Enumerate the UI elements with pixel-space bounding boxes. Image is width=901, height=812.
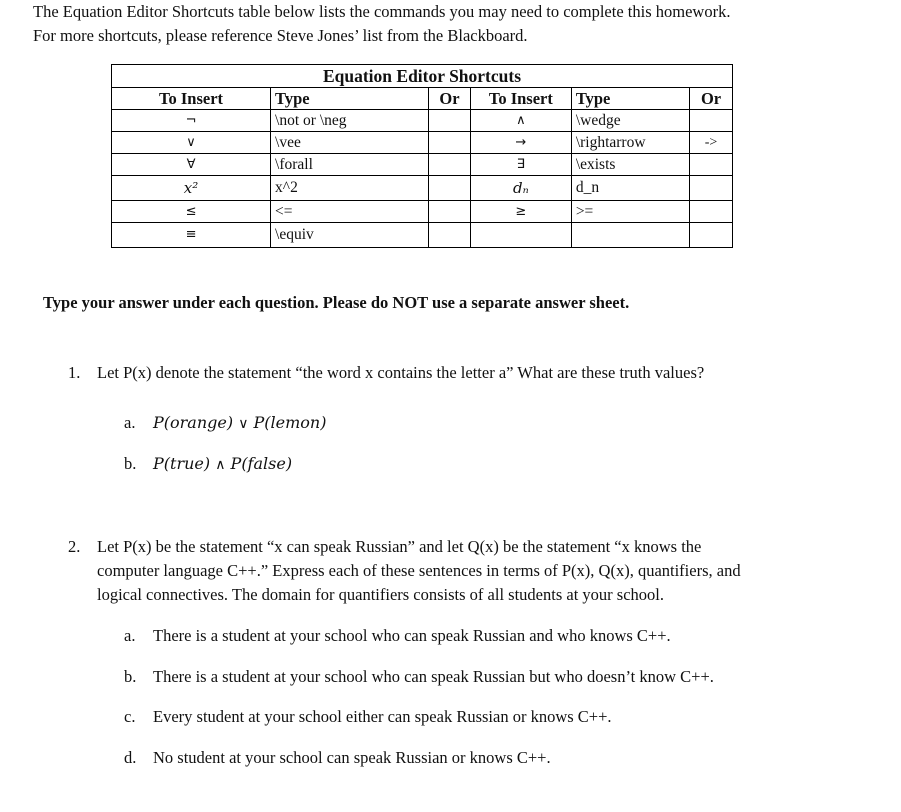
question-text-line: Let P(x) be the statement “x can speak Russian” and let Q(x) be the statement “x knows the bbox=[97, 537, 702, 556]
symbol-cell: ∀ bbox=[112, 154, 271, 176]
header-type: Type bbox=[271, 88, 429, 110]
shortcuts-table bbox=[111, 64, 733, 248]
symbol-cell bbox=[470, 223, 571, 248]
symbol-cell: dₙ bbox=[470, 176, 571, 201]
type-cell: \rightarrow bbox=[571, 132, 689, 154]
or-cell bbox=[429, 223, 471, 248]
header-to-insert: To Insert bbox=[112, 88, 271, 110]
logic-operator: ∨ bbox=[238, 416, 249, 432]
part-text: No student at your school can speak Russian or knows C++. bbox=[153, 748, 551, 767]
or-cell bbox=[429, 110, 471, 132]
question-number: 1. bbox=[68, 363, 81, 382]
intro-line-2: For more shortcuts, please reference Steve Jones’ list from the Blackboard. bbox=[33, 26, 528, 45]
type-cell: \not or \neg bbox=[271, 110, 429, 132]
symbol-cell: ≥ bbox=[470, 201, 571, 223]
logic-operator: ∧ bbox=[215, 457, 226, 473]
part-letter: b. bbox=[124, 667, 137, 686]
symbol-cell: ∨ bbox=[112, 132, 271, 154]
or-cell bbox=[429, 201, 471, 223]
symbol-cell: ≡ bbox=[112, 223, 271, 248]
type-cell: >= bbox=[571, 201, 689, 223]
table-row bbox=[112, 176, 733, 201]
symbol-cell: x² bbox=[112, 176, 271, 201]
math-term: P(false) bbox=[230, 454, 293, 473]
intro-line-1: The Equation Editor Shortcuts table below lists the commands you may need to complete this homework. bbox=[33, 2, 731, 21]
or-cell bbox=[429, 132, 471, 154]
part-text: There is a student at your school who can speak Russian and who knows C++. bbox=[153, 626, 671, 645]
table-row bbox=[112, 132, 733, 154]
symbol-cell: ¬ bbox=[112, 110, 271, 132]
math-term: P(true) bbox=[153, 454, 211, 473]
type-cell: \forall bbox=[271, 154, 429, 176]
question-text-line: computer language C++.” Express each of these sentences in terms of P(x), Q(x), quantifiers, and bbox=[97, 561, 741, 580]
part-letter: d. bbox=[124, 748, 137, 767]
table-row bbox=[112, 223, 733, 248]
or-cell bbox=[690, 176, 733, 201]
table-row bbox=[112, 201, 733, 223]
question-number: 2. bbox=[68, 537, 81, 556]
question-text-line: logical connectives. The domain for quantifiers consists of all students at your school. bbox=[97, 585, 664, 604]
math-term: P(orange) bbox=[153, 413, 234, 432]
table-title: Equation Editor Shortcuts bbox=[112, 65, 733, 88]
part-letter: a. bbox=[124, 413, 136, 432]
or-cell bbox=[690, 201, 733, 223]
table-row bbox=[112, 154, 733, 176]
symbol-cell: → bbox=[470, 132, 571, 154]
table-row bbox=[112, 110, 733, 132]
math-term: P(lemon) bbox=[253, 413, 327, 432]
header-or: Or bbox=[690, 88, 733, 110]
part-letter: c. bbox=[124, 707, 136, 726]
symbol-cell: ≤ bbox=[112, 201, 271, 223]
part-letter: a. bbox=[124, 626, 136, 645]
or-cell bbox=[429, 176, 471, 201]
symbol-cell: ∃ bbox=[470, 154, 571, 176]
part-letter: b. bbox=[124, 454, 137, 473]
question-text: Let P(x) denote the statement “the word x contains the letter a” What are these truth values? bbox=[97, 363, 705, 382]
header-to-insert: To Insert bbox=[470, 88, 571, 110]
symbol-cell: ∧ bbox=[470, 110, 571, 132]
type-cell: <= bbox=[271, 201, 429, 223]
type-cell: \vee bbox=[271, 132, 429, 154]
type-cell: \wedge bbox=[571, 110, 689, 132]
header-or: Or bbox=[429, 88, 471, 110]
type-cell: \equiv bbox=[271, 223, 429, 248]
type-cell: d_n bbox=[571, 176, 689, 201]
intro-paragraph bbox=[33, 0, 873, 48]
type-cell bbox=[571, 223, 689, 248]
or-cell bbox=[429, 154, 471, 176]
or-cell bbox=[690, 154, 733, 176]
header-type: Type bbox=[571, 88, 689, 110]
type-cell: \exists bbox=[571, 154, 689, 176]
or-cell bbox=[690, 223, 733, 248]
or-cell bbox=[690, 110, 733, 132]
type-cell: x^2 bbox=[271, 176, 429, 201]
part-text: Every student at your school either can speak Russian or knows C++. bbox=[153, 707, 612, 726]
part-text: There is a student at your school who can speak Russian but who doesn’t know C++. bbox=[153, 667, 714, 686]
or-cell: -> bbox=[690, 132, 733, 154]
instruction-text: Type your answer under each question. Please do NOT use a separate answer sheet. bbox=[43, 293, 630, 312]
